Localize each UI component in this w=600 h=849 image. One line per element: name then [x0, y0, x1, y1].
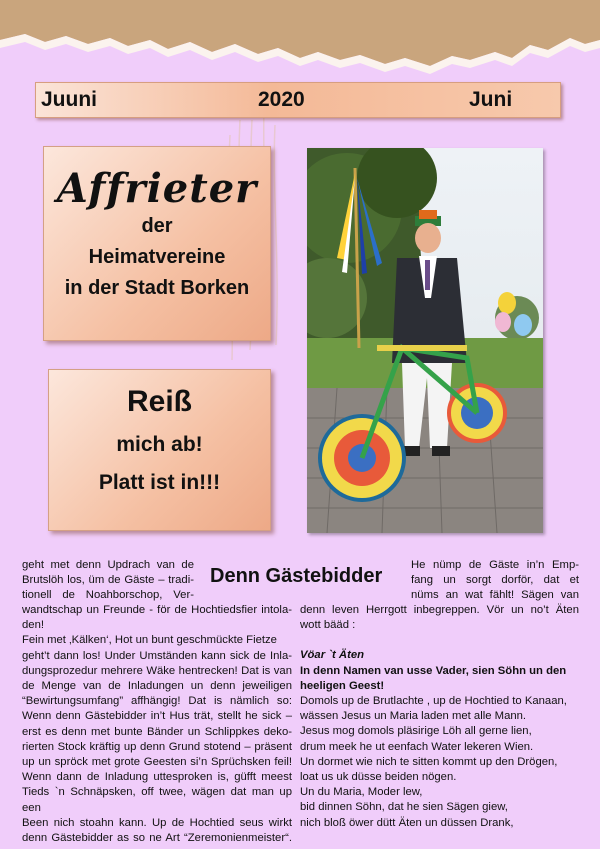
prayer-line: Domols up de Brutlachte , up de Hochtied to Kanaan,	[300, 695, 567, 708]
month-left: Juuni	[41, 88, 97, 111]
text-line: den!	[22, 619, 44, 632]
text-line: geht met denn Updrach van de	[22, 559, 194, 571]
masthead-subtitle-3: in der Stadt Borken	[64, 277, 250, 299]
text-line: Brutslöh los, üm de Gäste – tradi-	[22, 574, 194, 587]
text-line: Fein met ‚Kälken‘, Hot un bunt geschmückte Fietze	[22, 634, 277, 647]
text-line: Been nich stoahn kann. Up de Hochtied seus wirkt	[22, 816, 292, 829]
prayer-line: nich bloß öwer dütt Äten un düssen Drank,	[300, 816, 514, 829]
text-line: Tieds `n Schnäpsken, off twee, wägen dat man up een	[22, 786, 292, 814]
prayer-line: loat us uk düsse beiden nögen.	[300, 771, 457, 784]
article-right-top	[411, 558, 579, 604]
text-line: geht’t dann los! Under Umständen kann sick de Inla-	[22, 649, 292, 662]
text-line: rierten Stock kräftig up denn Grund stotend – präsent	[22, 740, 292, 753]
article-headline: Denn Gästebidder	[210, 565, 383, 587]
prayer-line: bid dinnen Söhn, dat he sien Sägen giew,	[300, 801, 508, 814]
slogan-box	[48, 369, 271, 531]
torn-paper-decoration	[0, 0, 600, 80]
text-line: erst es denn met bunte Bänder un Schlippkes deko-	[22, 725, 292, 738]
text-line: fang un sorgt dorför, dat et	[411, 574, 579, 587]
text-line: Wenn dann de Inladung uttesproken is, güfft meest	[22, 771, 292, 784]
text-line: dungsprozedur mehrere Wäke hentrecken! Dat is van	[22, 664, 292, 677]
date-header-bar	[35, 82, 561, 118]
year: 2020	[258, 88, 305, 111]
text-line: tionell de Noahborschop, Ver-	[22, 589, 194, 602]
prayer-line: drum meek he ut eenfach Water lekeren Wien.	[300, 740, 534, 753]
text-line: denn Gästebidder as so ne Art “Zeremonienmeister“.	[22, 832, 292, 845]
text-line: Wenn denn Gästebidder in’t Hus trät, stellt he sick –	[22, 710, 292, 723]
article-left-top	[22, 558, 194, 604]
text-line: wott bääd :	[300, 619, 356, 632]
masthead-subtitle-2: Heimatvereine	[88, 246, 226, 268]
text-line: de Menge van de Inladungen un denn jeweiligen	[22, 680, 292, 693]
bicycle-photo	[307, 148, 543, 533]
text-line: denn leven Herrgott inbegreppen. Vör un no’t Äten	[300, 604, 579, 616]
prayer-title: Vöar `t Äten	[300, 649, 365, 662]
text-line: He nümp de Gäste in’n Emp-	[411, 559, 579, 571]
masthead-title: Affrieter	[56, 165, 258, 212]
prayer-bold-line: heeligen Geest!	[300, 679, 385, 692]
prayer-line: Un dormet wie nich te sitten kommt up den Drögen,	[300, 755, 558, 768]
text-line: nüms an wat fählt! Sägen van	[411, 589, 579, 602]
slogan-line-2: mich ab!	[116, 433, 203, 456]
article-right-column	[300, 603, 579, 831]
prayer-bold-line: In denn Namen van usse Vader, sien Söhn un den	[300, 664, 567, 677]
article-left-column	[22, 603, 292, 846]
month-right: Juni	[469, 88, 513, 111]
prayer-line: wässen Jesus un Maria laden met alle Mann.	[300, 710, 527, 723]
text-line: “Bewirtungsumfang” affhängig! Dat is nämlich so:	[22, 695, 292, 708]
masthead-box	[43, 146, 271, 341]
masthead-subtitle-1: der	[141, 215, 173, 237]
slogan-line-3: Platt ist in!!!	[98, 471, 221, 494]
text-line: up un spröck met grote Geesten si’n Sprüchsken feil!	[22, 756, 292, 769]
text-line: wandtschap un Freunde - för de Hochtiedsfier intola-	[22, 604, 292, 616]
slogan-line-1: Reiß	[126, 385, 192, 418]
spacer	[300, 633, 579, 648]
man-with-decorated-bicycle-photo	[307, 148, 543, 533]
prayer-line: Jesus mog domols pläsirige Löh all gerne lien,	[300, 725, 532, 738]
prayer-line: Un du Maria, Moder lew,	[300, 786, 423, 799]
